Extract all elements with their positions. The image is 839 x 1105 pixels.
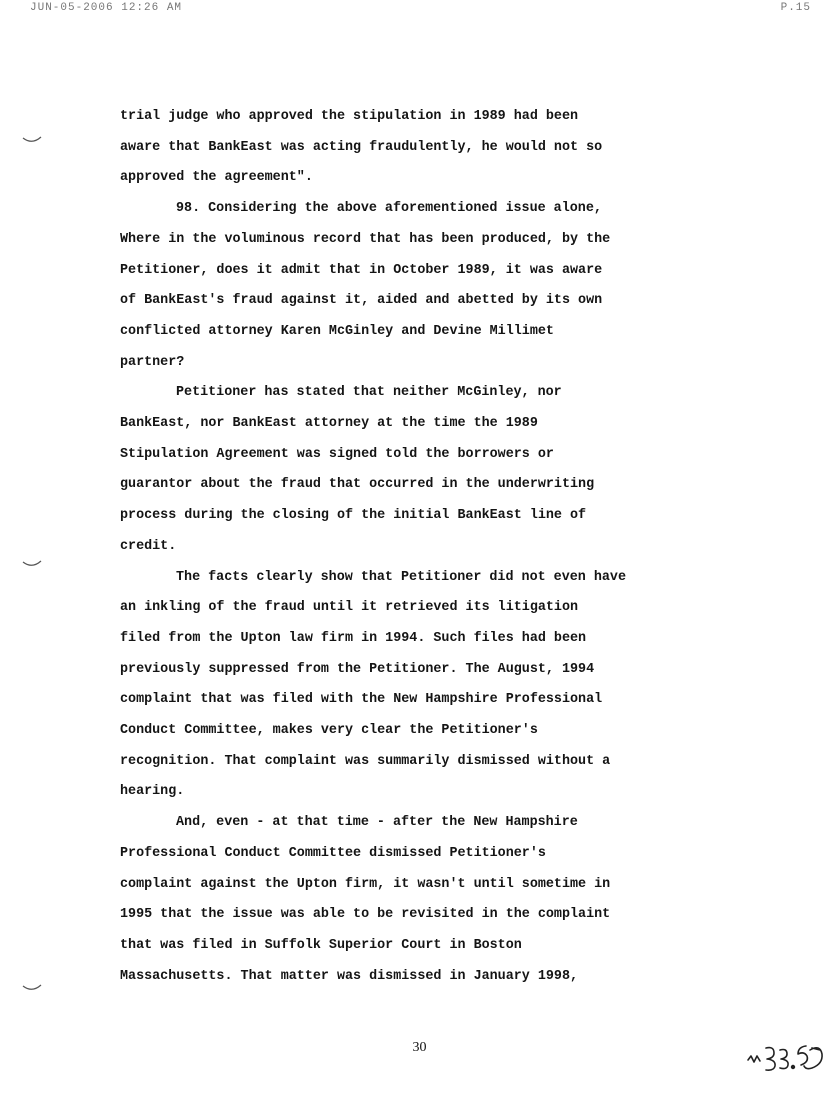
binder-mark-icon — [22, 136, 42, 144]
paragraph-and-even — [120, 808, 720, 992]
text-line: hearing. — [120, 784, 185, 800]
text-line: aware that BankEast was acting fraudulently, he would not so — [120, 139, 603, 155]
text-line: an inkling of the fraud until it retrieved its litigation — [120, 600, 579, 616]
handwritten-stamp — [744, 1040, 826, 1074]
text-line: Professional Conduct Committee dismissed Petitioner's — [120, 845, 546, 861]
text-line: trial judge who approved the stipulation in 1989 had been — [120, 109, 579, 124]
paragraph-98 — [120, 194, 720, 378]
text-line: complaint that was filed with the New Hampshire Professional — [120, 692, 603, 708]
text-line: partner? — [120, 354, 185, 370]
text-line: conflicted attorney Karen McGinley and Devine Millimet — [120, 323, 554, 339]
text-line: And, even - at that time - after the New Hampshire — [176, 815, 578, 831]
page-number: 30 — [412, 1040, 427, 1055]
text-line: Petitioner, does it admit that in October 1989, it was aware — [120, 262, 603, 278]
binder-mark-icon — [22, 560, 42, 568]
paragraph-continuation — [120, 102, 720, 194]
binder-mark-icon — [22, 984, 42, 992]
text-line: of BankEast's fraud against it, aided and abetted by its own — [120, 293, 603, 309]
text-line: process during the closing of the initial BankEast line of — [120, 508, 587, 524]
text-line: BankEast, nor BankEast attorney at the time the 1989 — [120, 416, 538, 432]
text-line: approved the agreement". — [120, 170, 313, 186]
text-line: credit. — [120, 538, 177, 554]
text-line: filed from the Upton law firm in 1994. Such files had been — [120, 630, 587, 646]
document-body — [120, 102, 720, 992]
text-line: guarantor about the fraud that occurred in the underwriting — [120, 477, 595, 493]
text-line: Stipulation Agreement was signed told the borrowers or — [120, 446, 554, 462]
fax-header-page: P.15 — [780, 2, 811, 14]
text-line: Massachusetts. That matter was dismissed in January 1998, — [120, 968, 579, 984]
text-line: 1995 that the issue was able to be revisited in the complaint — [120, 907, 611, 923]
text-line: The facts clearly show that Petitioner did not even have — [176, 569, 626, 585]
paragraph-facts — [120, 563, 720, 809]
text-line: recognition. That complaint was summarily dismissed without a — [120, 753, 611, 769]
text-line: complaint against the Upton firm, it wasn't until sometime in — [120, 876, 611, 892]
fax-header — [0, 2, 839, 16]
text-line: 98. Considering the above aforementioned issue alone, — [176, 201, 602, 217]
fax-header-datetime: JUN-05-2006 12:26 AM — [30, 2, 183, 14]
paragraph-petitioner-stated — [120, 378, 720, 562]
text-line: Where in the voluminous record that has been produced, by the — [120, 231, 611, 247]
text-line: previously suppressed from the Petitioner. The August, 1994 — [120, 661, 595, 677]
text-line: Conduct Committee, makes very clear the Petitioner's — [120, 723, 538, 739]
text-line: Petitioner has stated that neither McGinley, nor — [176, 385, 562, 401]
text-line: that was filed in Suffolk Superior Court in Boston — [120, 937, 522, 953]
